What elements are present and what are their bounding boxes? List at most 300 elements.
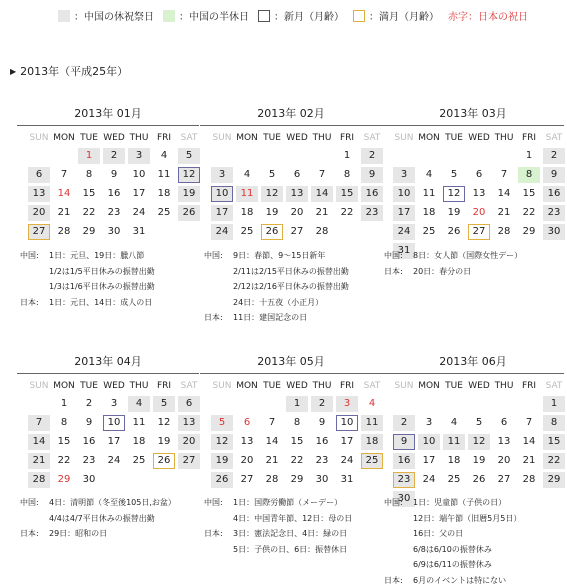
weekday-header: TUE xyxy=(261,379,283,393)
day-cell[interactable]: 27 xyxy=(178,453,200,469)
weekday-header: SUN xyxy=(393,131,415,145)
day-cell[interactable]: 18 xyxy=(153,186,175,202)
weekday-header: SUN xyxy=(211,131,233,145)
weekday-header: TUE xyxy=(443,131,465,145)
day-cell[interactable]: 2 xyxy=(311,396,333,412)
day-cell[interactable]: 23 xyxy=(78,453,100,469)
day-cell[interactable]: 17 xyxy=(211,205,233,221)
day-cell[interactable]: 11 xyxy=(153,167,175,183)
note-country-label xyxy=(384,542,413,558)
day-cell[interactable]: 30 xyxy=(103,224,125,240)
day-cell[interactable]: 9 xyxy=(78,415,100,431)
day-cell[interactable]: 26 xyxy=(153,453,175,469)
day-cell[interactable]: 30 xyxy=(393,491,415,507)
day-cell[interactable]: 1 xyxy=(518,148,540,164)
day-cell[interactable]: 2 xyxy=(393,415,415,431)
day-cell[interactable]: 4 xyxy=(153,148,175,164)
month-rule xyxy=(382,373,564,374)
day-cell[interactable]: 10 xyxy=(103,415,125,431)
note-row xyxy=(384,495,564,511)
note-country-label xyxy=(384,511,413,527)
month-title: 2013年 06月 xyxy=(382,355,564,369)
day-cell[interactable]: 12 xyxy=(178,167,200,183)
month-grid xyxy=(17,131,199,240)
day-cell[interactable]: 16 xyxy=(311,434,333,450)
day-cell[interactable]: 22 xyxy=(78,205,100,221)
day-cell[interactable]: 16 xyxy=(103,186,125,202)
note-row xyxy=(20,495,200,511)
day-cell[interactable]: 2 xyxy=(78,396,100,412)
day-cell[interactable]: 5 xyxy=(178,148,200,164)
month-calendar xyxy=(382,355,564,507)
day-cell[interactable]: 23 xyxy=(103,205,125,221)
day-cell[interactable]: 28 xyxy=(311,224,333,240)
day-cell[interactable]: 23 xyxy=(311,453,333,469)
day-cell[interactable]: 18 xyxy=(361,434,383,450)
day-cell[interactable]: 22 xyxy=(336,205,358,221)
day-cell[interactable]: 26 xyxy=(261,224,283,240)
legend-swatch-half xyxy=(163,10,175,22)
empty-day-cell xyxy=(393,148,415,164)
day-cell[interactable]: 1 xyxy=(78,148,100,164)
legend-swatch-holiday xyxy=(58,10,70,22)
note-country-label: 中国: xyxy=(20,495,49,511)
note-country-label: 日本: xyxy=(384,264,413,280)
day-cell[interactable]: 7 xyxy=(28,415,50,431)
day-cell[interactable]: 28 xyxy=(261,472,283,488)
empty-day-cell xyxy=(178,224,200,240)
day-cell[interactable]: 1 xyxy=(286,396,308,412)
note-country-label xyxy=(384,526,413,542)
day-cell[interactable]: 27 xyxy=(236,472,258,488)
day-cell[interactable]: 22 xyxy=(53,453,75,469)
note-row xyxy=(384,248,564,264)
day-cell[interactable]: 25 xyxy=(361,453,383,469)
day-cell[interactable]: 8 xyxy=(543,415,565,431)
day-cell[interactable]: 15 xyxy=(78,186,100,202)
legend-item xyxy=(448,8,528,23)
day-cell[interactable]: 24 xyxy=(103,453,125,469)
empty-day-cell xyxy=(443,396,465,412)
day-cell[interactable]: 30 xyxy=(78,472,100,488)
day-cell[interactable]: 7 xyxy=(261,415,283,431)
day-cell[interactable]: 12 xyxy=(153,415,175,431)
weekday-header: MON xyxy=(418,379,440,393)
day-cell[interactable]: 12 xyxy=(468,434,490,450)
day-cell[interactable]: 10 xyxy=(393,186,415,202)
empty-day-cell xyxy=(468,148,490,164)
day-cell[interactable]: 19 xyxy=(468,453,490,469)
day-cell[interactable]: 29 xyxy=(53,472,75,488)
month-grid xyxy=(200,379,382,488)
day-cell[interactable]: 25 xyxy=(153,205,175,221)
day-cell[interactable]: 16 xyxy=(543,186,565,202)
weekday-header: FRI xyxy=(518,131,540,145)
weekday-header: TUE xyxy=(78,131,100,145)
day-cell[interactable]: 2 xyxy=(103,148,125,164)
note-text: 1/3は1/6平日休みの振替出勤 xyxy=(49,279,155,295)
note-country-label xyxy=(204,295,233,311)
empty-day-cell xyxy=(518,396,540,412)
day-cell[interactable]: 26 xyxy=(178,205,200,221)
day-cell[interactable]: 9 xyxy=(361,167,383,183)
note-row xyxy=(20,295,200,311)
day-cell[interactable]: 28 xyxy=(493,224,515,240)
day-cell[interactable]: 1 xyxy=(543,396,565,412)
note-text: 6月のイベントは特にない xyxy=(413,573,506,588)
month-title: 2013年 05月 xyxy=(200,355,382,369)
day-cell[interactable]: 19 xyxy=(443,205,465,221)
day-cell[interactable]: 15 xyxy=(53,434,75,450)
empty-day-cell xyxy=(28,396,50,412)
day-cell[interactable]: 13 xyxy=(178,415,200,431)
day-cell[interactable]: 29 xyxy=(286,472,308,488)
note-text: 20日：春分の日 xyxy=(413,264,471,280)
day-cell[interactable]: 14 xyxy=(261,434,283,450)
day-cell[interactable]: 22 xyxy=(518,205,540,221)
day-cell[interactable]: 17 xyxy=(336,434,358,450)
day-cell[interactable]: 21 xyxy=(493,205,515,221)
day-cell[interactable]: 4 xyxy=(236,167,258,183)
day-cell[interactable]: 13 xyxy=(468,186,490,202)
day-cell[interactable]: 13 xyxy=(286,186,308,202)
weekday-header: SAT xyxy=(178,379,200,393)
day-cell[interactable]: 5 xyxy=(443,167,465,183)
note-country-label: 日本: xyxy=(384,573,413,588)
weekday-header: SAT xyxy=(361,379,383,393)
day-cell[interactable]: 19 xyxy=(211,453,233,469)
note-row xyxy=(384,557,564,573)
day-cell[interactable]: 2 xyxy=(361,148,383,164)
empty-day-cell xyxy=(211,148,233,164)
legend-item xyxy=(258,8,344,23)
day-cell[interactable]: 5 xyxy=(211,415,233,431)
day-cell[interactable]: 21 xyxy=(261,453,283,469)
note-country-label: 日本: xyxy=(204,310,233,326)
day-cell[interactable]: 18 xyxy=(418,205,440,221)
day-cell[interactable]: 11 xyxy=(128,415,150,431)
note-text: 1日：児童節（子供の日） xyxy=(413,495,506,511)
month-rule xyxy=(200,373,382,374)
day-cell[interactable]: 31 xyxy=(128,224,150,240)
day-cell[interactable]: 17 xyxy=(393,205,415,221)
day-cell[interactable]: 21 xyxy=(53,205,75,221)
day-cell[interactable]: 16 xyxy=(78,434,100,450)
legend-label: ：新月（月齢） xyxy=(274,8,344,23)
holiday-notes xyxy=(384,495,564,588)
empty-day-cell xyxy=(336,224,358,240)
weekday-header: WED xyxy=(286,379,308,393)
day-cell[interactable]: 24 xyxy=(211,224,233,240)
day-cell[interactable]: 20 xyxy=(468,205,490,221)
day-cell[interactable]: 8 xyxy=(53,415,75,431)
weekday-header: FRI xyxy=(336,379,358,393)
note-text: 1日：元日、14日：成人の日 xyxy=(49,295,152,311)
day-cell[interactable]: 28 xyxy=(53,224,75,240)
legend xyxy=(58,8,528,23)
day-cell[interactable]: 22 xyxy=(543,453,565,469)
day-cell[interactable]: 9 xyxy=(393,434,415,450)
day-cell[interactable]: 11 xyxy=(418,186,440,202)
day-cell[interactable]: 7 xyxy=(493,167,515,183)
weekday-header: TUE xyxy=(443,379,465,393)
day-cell[interactable]: 25 xyxy=(236,224,258,240)
weekday-header: WED xyxy=(468,131,490,145)
note-text: 1日：国際労働節（メーデー） xyxy=(233,495,342,511)
day-cell[interactable]: 12 xyxy=(211,434,233,450)
day-cell[interactable]: 6 xyxy=(236,415,258,431)
day-cell[interactable]: 9 xyxy=(543,167,565,183)
day-cell[interactable]: 13 xyxy=(236,434,258,450)
day-cell[interactable]: 18 xyxy=(128,434,150,450)
empty-day-cell xyxy=(361,472,383,488)
note-row xyxy=(204,279,384,295)
day-cell[interactable]: 28 xyxy=(28,472,50,488)
day-cell[interactable]: 22 xyxy=(286,453,308,469)
weekday-header: FRI xyxy=(153,379,175,393)
day-cell[interactable]: 6 xyxy=(468,167,490,183)
empty-day-cell xyxy=(211,396,233,412)
day-cell[interactable]: 5 xyxy=(468,415,490,431)
empty-day-cell xyxy=(418,148,440,164)
day-cell[interactable]: 1 xyxy=(336,148,358,164)
day-cell[interactable]: 24 xyxy=(418,472,440,488)
month-title: 2013年 01月 xyxy=(17,107,199,121)
day-cell[interactable]: 20 xyxy=(236,453,258,469)
weekday-header: SUN xyxy=(28,131,50,145)
legend-swatch-full xyxy=(353,10,365,22)
weekday-header: SAT xyxy=(543,379,565,393)
day-cell[interactable]: 20 xyxy=(178,434,200,450)
day-cell[interactable]: 27 xyxy=(468,224,490,240)
note-text: 12日：端午節（旧暦5月5日） xyxy=(413,511,521,527)
day-cell[interactable]: 11 xyxy=(236,186,258,202)
expand-triangle-icon[interactable]: ▶ xyxy=(10,67,16,76)
day-cell[interactable]: 13 xyxy=(493,434,515,450)
legend-label: 赤字：日本の祝日 xyxy=(448,8,528,23)
note-country-label: 日本: xyxy=(20,295,49,311)
note-country-label xyxy=(204,511,233,527)
weekday-header: MON xyxy=(53,379,75,393)
day-cell[interactable]: 5 xyxy=(153,396,175,412)
month-calendar xyxy=(200,355,382,488)
month-title: 2013年 04月 xyxy=(17,355,199,369)
day-cell[interactable]: 31 xyxy=(393,243,415,259)
note-text: 8日：女人節（国際女性デー） xyxy=(413,248,522,264)
note-row xyxy=(204,495,384,511)
note-country-label xyxy=(384,557,413,573)
holiday-notes xyxy=(204,495,384,557)
day-cell[interactable]: 20 xyxy=(493,453,515,469)
day-cell[interactable]: 6 xyxy=(493,415,515,431)
day-cell[interactable]: 14 xyxy=(518,434,540,450)
legend-label: ：満月（月齢） xyxy=(369,8,439,23)
day-cell[interactable]: 25 xyxy=(443,472,465,488)
note-country-label: 中国: xyxy=(384,248,413,264)
note-country-label: 中国: xyxy=(20,248,49,264)
day-cell[interactable]: 24 xyxy=(128,205,150,221)
weekday-header: FRI xyxy=(153,131,175,145)
day-cell[interactable]: 20 xyxy=(28,205,50,221)
day-cell[interactable]: 14 xyxy=(311,186,333,202)
month-grid xyxy=(200,131,382,240)
day-cell[interactable]: 29 xyxy=(518,224,540,240)
day-cell[interactable]: 3 xyxy=(418,415,440,431)
note-row xyxy=(204,511,384,527)
day-cell[interactable]: 4 xyxy=(418,167,440,183)
day-cell[interactable]: 15 xyxy=(518,186,540,202)
note-text: 1/2は1/5平日休みの振替出勤 xyxy=(49,264,155,280)
day-cell[interactable]: 2 xyxy=(543,148,565,164)
day-cell[interactable]: 8 xyxy=(286,415,308,431)
weekday-header: MON xyxy=(236,131,258,145)
day-cell[interactable]: 23 xyxy=(543,205,565,221)
day-cell[interactable]: 3 xyxy=(211,167,233,183)
note-country-label xyxy=(20,511,49,527)
day-cell[interactable]: 3 xyxy=(336,396,358,412)
day-cell[interactable]: 24 xyxy=(393,224,415,240)
empty-day-cell xyxy=(418,396,440,412)
day-cell[interactable]: 3 xyxy=(103,396,125,412)
day-cell[interactable]: 4 xyxy=(361,396,383,412)
empty-day-cell xyxy=(103,472,125,488)
day-cell[interactable]: 6 xyxy=(178,396,200,412)
empty-day-cell xyxy=(153,472,175,488)
day-cell[interactable]: 10 xyxy=(128,167,150,183)
note-text: 4日：中国青年節、12日：母の日 xyxy=(233,511,352,527)
day-cell[interactable]: 27 xyxy=(493,472,515,488)
day-cell[interactable]: 11 xyxy=(361,415,383,431)
day-cell[interactable]: 21 xyxy=(518,453,540,469)
note-country-label xyxy=(204,279,233,295)
note-country-label xyxy=(20,279,49,295)
day-cell[interactable]: 11 xyxy=(443,434,465,450)
day-cell[interactable]: 31 xyxy=(336,472,358,488)
empty-day-cell xyxy=(468,396,490,412)
day-cell[interactable]: 21 xyxy=(311,205,333,221)
day-cell[interactable]: 3 xyxy=(393,167,415,183)
day-cell[interactable]: 30 xyxy=(311,472,333,488)
day-cell[interactable]: 5 xyxy=(261,167,283,183)
day-cell[interactable]: 14 xyxy=(493,186,515,202)
day-cell[interactable]: 23 xyxy=(361,205,383,221)
day-cell[interactable]: 19 xyxy=(261,205,283,221)
day-cell[interactable]: 25 xyxy=(418,224,440,240)
day-cell[interactable]: 17 xyxy=(128,186,150,202)
day-cell[interactable]: 10 xyxy=(418,434,440,450)
day-cell[interactable]: 14 xyxy=(28,434,50,450)
day-cell[interactable]: 19 xyxy=(178,186,200,202)
note-text: 6/9は6/11の振替休み xyxy=(413,557,492,573)
empty-day-cell xyxy=(443,148,465,164)
day-cell[interactable]: 4 xyxy=(443,415,465,431)
weekday-header: MON xyxy=(418,131,440,145)
day-cell[interactable]: 17 xyxy=(103,434,125,450)
day-cell[interactable]: 4 xyxy=(128,396,150,412)
day-cell[interactable]: 13 xyxy=(28,186,50,202)
day-cell[interactable]: 26 xyxy=(468,472,490,488)
legend-label: ：中国の半休日 xyxy=(179,8,249,23)
holiday-notes xyxy=(204,248,384,326)
day-cell[interactable]: 26 xyxy=(211,472,233,488)
day-cell[interactable]: 8 xyxy=(518,167,540,183)
weekday-header: THU xyxy=(128,379,150,393)
day-cell[interactable]: 8 xyxy=(336,167,358,183)
weekday-header: SUN xyxy=(393,379,415,393)
day-cell[interactable]: 6 xyxy=(28,167,50,183)
day-cell[interactable]: 9 xyxy=(311,415,333,431)
holiday-notes xyxy=(384,248,564,279)
day-cell[interactable]: 10 xyxy=(211,186,233,202)
day-cell[interactable]: 23 xyxy=(393,472,415,488)
day-cell[interactable]: 17 xyxy=(418,453,440,469)
day-cell[interactable]: 15 xyxy=(286,434,308,450)
weekday-header: WED xyxy=(103,379,125,393)
day-cell[interactable]: 25 xyxy=(128,453,150,469)
empty-day-cell xyxy=(311,148,333,164)
note-text: 6/8は6/10の振替休み xyxy=(413,542,492,558)
weekday-header: MON xyxy=(236,379,258,393)
day-cell[interactable]: 12 xyxy=(261,186,283,202)
day-cell[interactable]: 18 xyxy=(443,453,465,469)
day-cell[interactable]: 16 xyxy=(393,453,415,469)
year-heading-text: 2013年（平成25年） xyxy=(20,63,128,79)
day-cell[interactable]: 15 xyxy=(336,186,358,202)
day-cell[interactable]: 15 xyxy=(543,434,565,450)
empty-day-cell xyxy=(53,148,75,164)
note-country-label: 日本: xyxy=(20,526,49,542)
day-cell[interactable]: 8 xyxy=(78,167,100,183)
year-heading[interactable] xyxy=(10,63,128,79)
day-cell[interactable]: 28 xyxy=(518,472,540,488)
note-country-label xyxy=(204,264,233,280)
day-cell[interactable]: 19 xyxy=(153,434,175,450)
month-rule xyxy=(17,373,199,374)
day-cell[interactable]: 6 xyxy=(286,167,308,183)
day-cell[interactable]: 27 xyxy=(286,224,308,240)
day-cell[interactable]: 7 xyxy=(53,167,75,183)
day-cell[interactable]: 18 xyxy=(236,205,258,221)
day-cell[interactable]: 29 xyxy=(543,472,565,488)
day-cell[interactable]: 9 xyxy=(103,167,125,183)
day-cell[interactable]: 7 xyxy=(311,167,333,183)
day-cell[interactable]: 20 xyxy=(286,205,308,221)
day-cell[interactable]: 21 xyxy=(28,453,50,469)
weekday-header: THU xyxy=(493,379,515,393)
day-cell[interactable]: 24 xyxy=(336,453,358,469)
day-cell[interactable]: 16 xyxy=(361,186,383,202)
day-cell[interactable]: 14 xyxy=(53,186,75,202)
day-cell[interactable]: 12 xyxy=(443,186,465,202)
note-text: 2/12は2/16平日休みの振替出勤 xyxy=(233,279,349,295)
day-cell[interactable]: 30 xyxy=(543,224,565,240)
note-text: 4日：清明節（冬至後105日,お盆） xyxy=(49,495,176,511)
day-cell[interactable]: 1 xyxy=(53,396,75,412)
note-text: 29日：昭和の日 xyxy=(49,526,107,542)
day-cell[interactable]: 27 xyxy=(28,224,50,240)
day-cell[interactable]: 10 xyxy=(336,415,358,431)
month-calendar xyxy=(200,107,382,240)
note-text: 1日：元旦、19日：臘八節 xyxy=(49,248,144,264)
day-cell[interactable]: 26 xyxy=(443,224,465,240)
day-cell[interactable]: 7 xyxy=(518,415,540,431)
weekday-header: SAT xyxy=(543,131,565,145)
day-cell[interactable]: 29 xyxy=(78,224,100,240)
day-cell[interactable]: 3 xyxy=(128,148,150,164)
empty-day-cell xyxy=(236,148,258,164)
note-row xyxy=(20,248,200,264)
weekday-header: WED xyxy=(103,131,125,145)
